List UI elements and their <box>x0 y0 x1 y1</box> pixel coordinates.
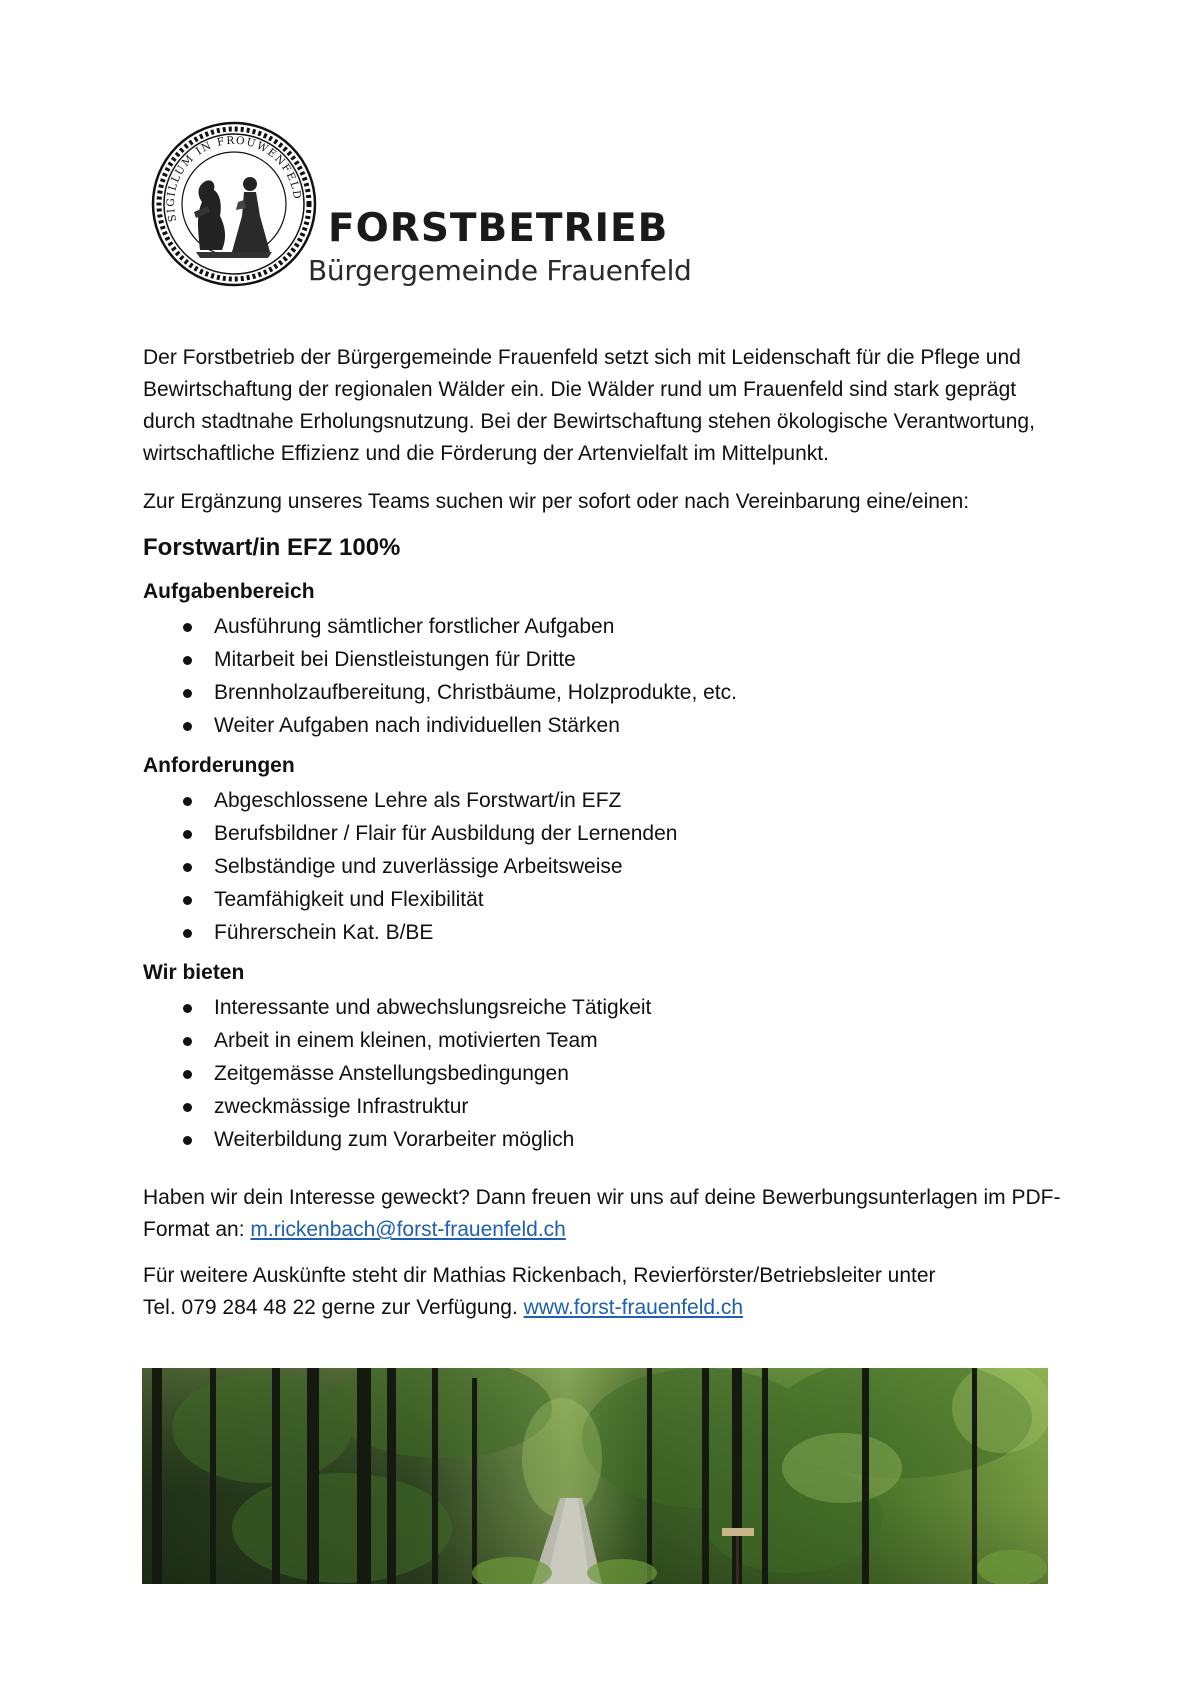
bullet-icon <box>183 1004 192 1013</box>
list-item: Mitarbeit bei Dienstleistungen für Dritte <box>143 643 1063 676</box>
bullet-icon <box>183 863 192 872</box>
list-item: Ausführung sämtlicher forstlicher Aufgaben <box>143 610 1063 643</box>
list-item: Brennholzaufbereitung, Christbäume, Holzprodukte, etc. <box>143 676 1063 709</box>
task-list <box>143 610 1063 742</box>
email-link[interactable]: m.rickenbach@forst-frauenfeld.ch <box>250 1218 566 1241</box>
requirements-list <box>143 784 1063 949</box>
bullet-icon <box>183 1103 192 1112</box>
bullet-icon <box>183 656 192 665</box>
brand-title: FORSTBETRIEB <box>328 206 669 251</box>
bullet-icon <box>183 689 192 698</box>
brand-subtitle: Bürgergemeinde Frauenfeld <box>308 254 692 287</box>
section-offer <box>143 959 1063 1156</box>
bullet-icon <box>183 830 192 839</box>
bullet-icon <box>183 722 192 731</box>
city-seal-logo <box>150 120 318 288</box>
bullet-icon <box>183 896 192 905</box>
list-item: Interessante und abwechslungsreiche Tätigkeit <box>143 991 1063 1024</box>
bullet-icon <box>183 929 192 938</box>
list-item: Berufsbildner / Flair für Ausbildung der Lernenden <box>143 817 1063 850</box>
list-item: zweckmässige Infrastruktur <box>143 1090 1063 1123</box>
bullet-icon <box>183 1037 192 1046</box>
seal-inscription: SIGILLUM IN FROUWENFELD <box>164 134 304 223</box>
bullet-icon <box>183 1136 192 1145</box>
forest-path-photo <box>142 1368 1048 1584</box>
section-title: Wir bieten <box>143 961 245 984</box>
intro-paragraph: Der Forstbetrieb der Bürgergemeinde Frauenfeld setzt sich mit Leidenschaft für die Pflege und Bewirtschaftung der regionalen Wälder ein. Die Wälder rund um Frauenfeld sind stark geprägt durch stadtnahe Erholungsnutzung. Bei der Bewirtschaftung stehen ökologische Verantwortung, wirtschaftliche Effizienz und die Förderung der Artenvielfalt im Mittelpunkt. <box>143 346 1035 465</box>
list-item: Weiterbildung zum Vorarbeiter möglich <box>143 1123 1063 1156</box>
list-item: Führerschein Kat. B/BE <box>143 916 1063 949</box>
website-link[interactable]: www.forst-frauenfeld.ch <box>523 1296 744 1319</box>
section-requirements <box>143 752 1063 949</box>
list-item: Weiter Aufgaben nach individuellen Stärken <box>143 709 1063 742</box>
search-line: Zur Ergänzung unseres Teams suchen wir per sofort oder nach Vereinbarung eine/einen: <box>143 490 970 513</box>
list-item: Selbständige und zuverlässige Arbeitsweise <box>143 850 1063 883</box>
contact-paragraph: Für weitere Auskünfte steht dir Mathias Rickenbach, Revierförster/Betriebsleiter unter Tel. 079 284 48 22 gerne zur Verfügung. www.forst-frauenfeld.ch <box>143 1264 936 1319</box>
list-item: Arbeit in einem kleinen, motivierten Team <box>143 1024 1063 1057</box>
list-item: Abgeschlossene Lehre als Forstwart/in EFZ <box>143 784 1063 817</box>
letterhead <box>150 120 710 290</box>
section-tasks <box>143 578 1063 742</box>
bullet-icon <box>183 797 192 806</box>
list-item: Zeitgemässe Anstellungsbedingungen <box>143 1057 1063 1090</box>
job-posting-body <box>143 342 1063 1324</box>
bullet-icon <box>183 1070 192 1079</box>
bullet-icon <box>183 623 192 632</box>
section-title: Aufgabenbereich <box>143 580 315 603</box>
apply-paragraph: Haben wir dein Interesse geweckt? Dann freuen wir uns auf deine Bewerbungsunterlagen im PDF-Format an: m.rickenbach@forst-frauenfeld.ch <box>143 1186 1061 1241</box>
section-title: Anforderungen <box>143 754 295 777</box>
list-item: Teamfähigkeit und Flexibilität <box>143 883 1063 916</box>
offer-list <box>143 991 1063 1156</box>
job-title: Forstwart/in EFZ 100% <box>143 534 401 561</box>
